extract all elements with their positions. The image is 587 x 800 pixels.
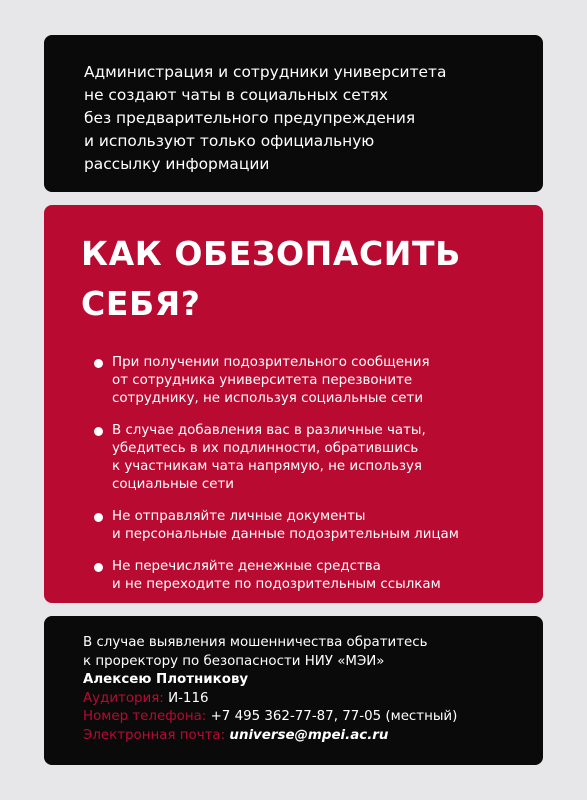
tip-line: Не отправляйте личные документы xyxy=(112,509,366,524)
list-item xyxy=(81,422,523,494)
email-row xyxy=(83,727,523,746)
email-label: Электронная почта: xyxy=(83,727,226,743)
room-label: Аудитория: xyxy=(83,690,164,706)
tip-line: При получении подозрительного сообщения xyxy=(112,355,430,370)
tip-line: и персональные данные подозрительным лицам xyxy=(112,527,459,542)
bullet-icon xyxy=(94,359,103,368)
bullet-icon xyxy=(94,513,103,522)
room-row xyxy=(83,690,523,709)
safety-tips-card xyxy=(44,205,543,603)
tip-line: от сотрудника университета перезвоните xyxy=(112,373,413,388)
page-title xyxy=(81,229,523,329)
notice-line: Администрация и сотрудники университета xyxy=(84,63,447,81)
tip-line: социальные сети xyxy=(112,477,234,492)
notice-line: не создают чаты в социальных сетях xyxy=(84,86,389,104)
contact-intro: В случае выявления мошенничества обратитесь xyxy=(83,635,428,650)
notice-line: без предварительного предупреждения xyxy=(84,109,416,127)
notice-card xyxy=(44,35,543,192)
tip-line: к участникам чата напрямую, не используя xyxy=(112,459,422,474)
phone-value[interactable]: +7 495 362-77-87, 77-05 (местный) xyxy=(210,709,458,724)
email-link[interactable]: universe@mpei.ac.ru xyxy=(229,727,389,743)
tip-line: сотруднику, не используя социальные сети xyxy=(112,391,424,406)
list-item xyxy=(81,508,523,544)
tip-line: Не перечисляйте денежные средства xyxy=(112,559,381,574)
bullet-icon xyxy=(94,563,103,572)
headline-line: СЕБЯ? xyxy=(81,284,201,323)
list-item xyxy=(81,558,523,594)
tip-line: В случае добавления вас в различные чаты, xyxy=(112,423,426,438)
list-item xyxy=(81,354,523,408)
headline-line: КАК ОБЕЗОПАСИТЬ xyxy=(81,234,461,273)
bullet-icon xyxy=(94,427,103,436)
contact-card xyxy=(44,616,543,765)
contact-name: Алексею Плотникову xyxy=(83,672,249,687)
contact-intro: к проректору по безопасности НИУ «МЭИ» xyxy=(83,653,385,669)
notice-line: и используют только официальную xyxy=(84,132,375,150)
tip-line: и не переходите по подозрительным ссылкам xyxy=(112,577,441,592)
notice-line: рассылку информации xyxy=(84,155,270,173)
tips-list xyxy=(81,354,523,594)
room-value: И-116 xyxy=(168,690,209,706)
tip-line: убедитесь в их подлинности, обратившись xyxy=(112,441,419,456)
phone-row xyxy=(83,708,523,727)
phone-label: Номер телефона: xyxy=(83,709,207,724)
